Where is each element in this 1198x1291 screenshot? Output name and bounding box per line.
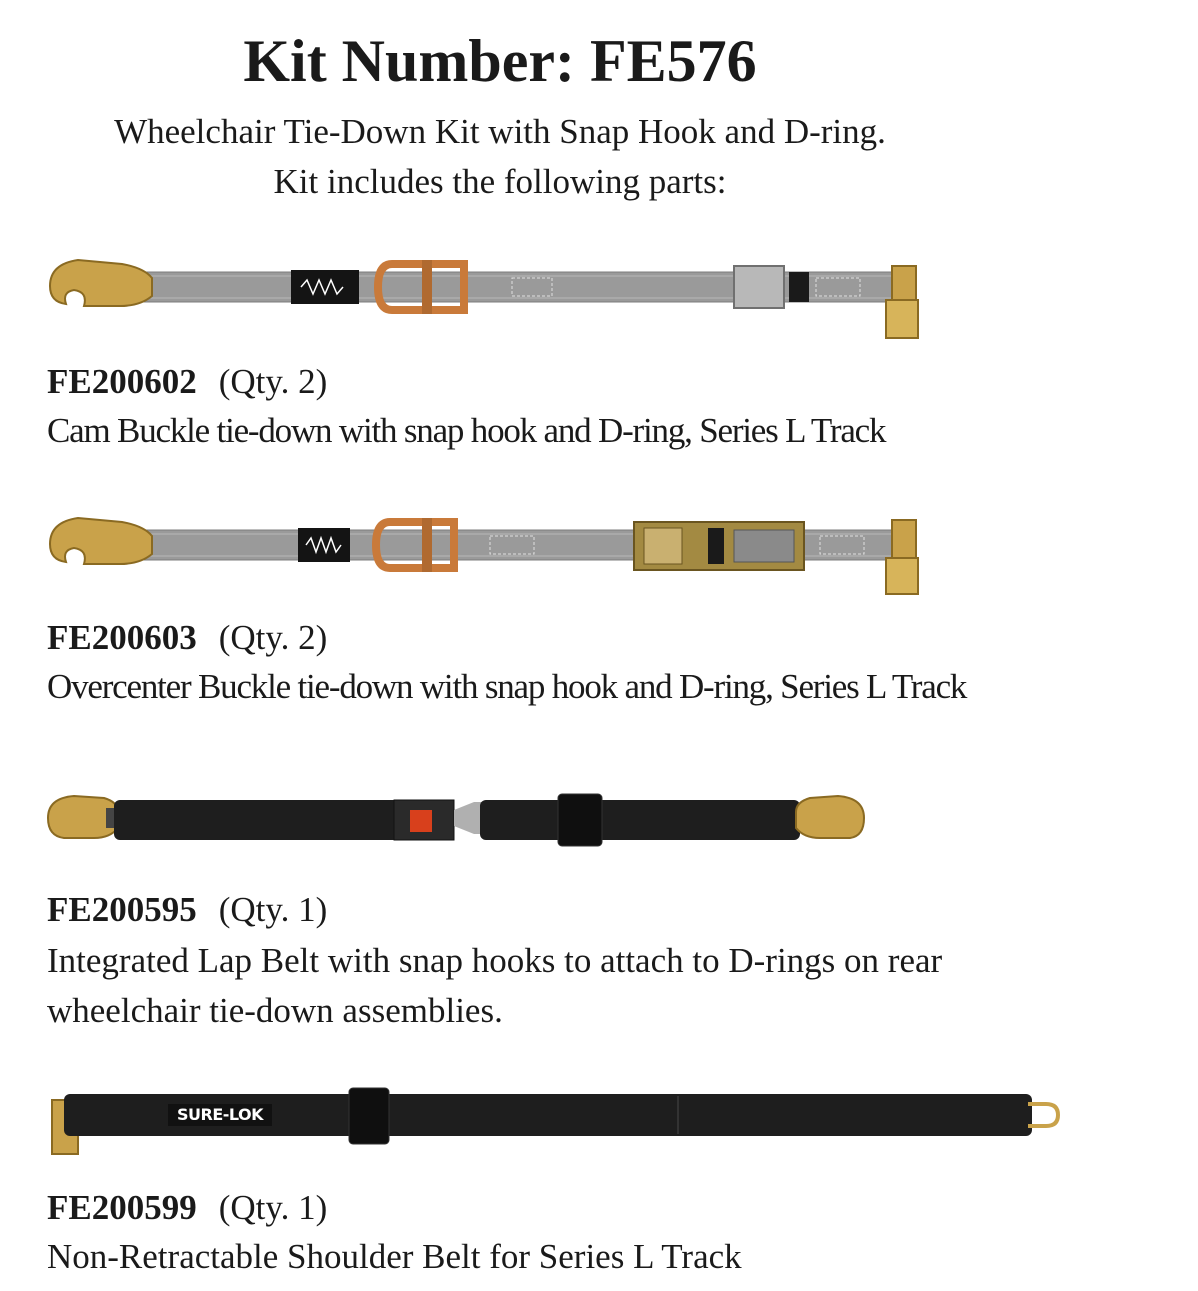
part-heading-fe200599 bbox=[47, 1186, 327, 1230]
part-number: FE200595 bbox=[47, 890, 197, 929]
part-description-line1: Integrated Lap Belt with snap hooks to attach to D-rings on rear bbox=[47, 941, 943, 980]
part-qty: (Qty. 2) bbox=[218, 618, 328, 657]
part-qty: (Qty. 2) bbox=[218, 362, 328, 401]
overcenter-buckle-tiedown-image bbox=[44, 510, 924, 600]
part-qty: (Qty. 1) bbox=[218, 890, 328, 929]
part-number: FE200599 bbox=[47, 1188, 197, 1227]
part-heading-fe200602 bbox=[47, 360, 327, 404]
kit-includes-note: Kit includes the following parts: bbox=[273, 162, 727, 201]
part-number: FE200602 bbox=[47, 362, 197, 401]
sure-lok-label: SURE-LOK bbox=[176, 1105, 264, 1124]
part-description: Overcenter Buckle tie-down with snap hook and D-ring, Series L Track bbox=[47, 667, 967, 706]
kit-title: Kit Number: FE576 bbox=[243, 28, 757, 94]
kit-subtitle: Wheelchair Tie-Down Kit with Snap Hook and D-ring. bbox=[114, 112, 886, 151]
part-heading-fe200603 bbox=[47, 616, 327, 660]
part-heading-fe200595 bbox=[47, 888, 327, 932]
cam-buckle-tiedown-image bbox=[44, 256, 924, 346]
part-description: Cam Buckle tie-down with snap hook and D-ring, Series L Track bbox=[47, 411, 886, 450]
part-qty: (Qty. 1) bbox=[218, 1188, 328, 1227]
part-number: FE200603 bbox=[47, 618, 197, 657]
part-description-line2: wheelchair tie-down assemblies. bbox=[47, 991, 503, 1030]
lap-belt-image bbox=[44, 788, 874, 848]
part-description: Non-Retractable Shoulder Belt for Series L Track bbox=[47, 1237, 742, 1276]
